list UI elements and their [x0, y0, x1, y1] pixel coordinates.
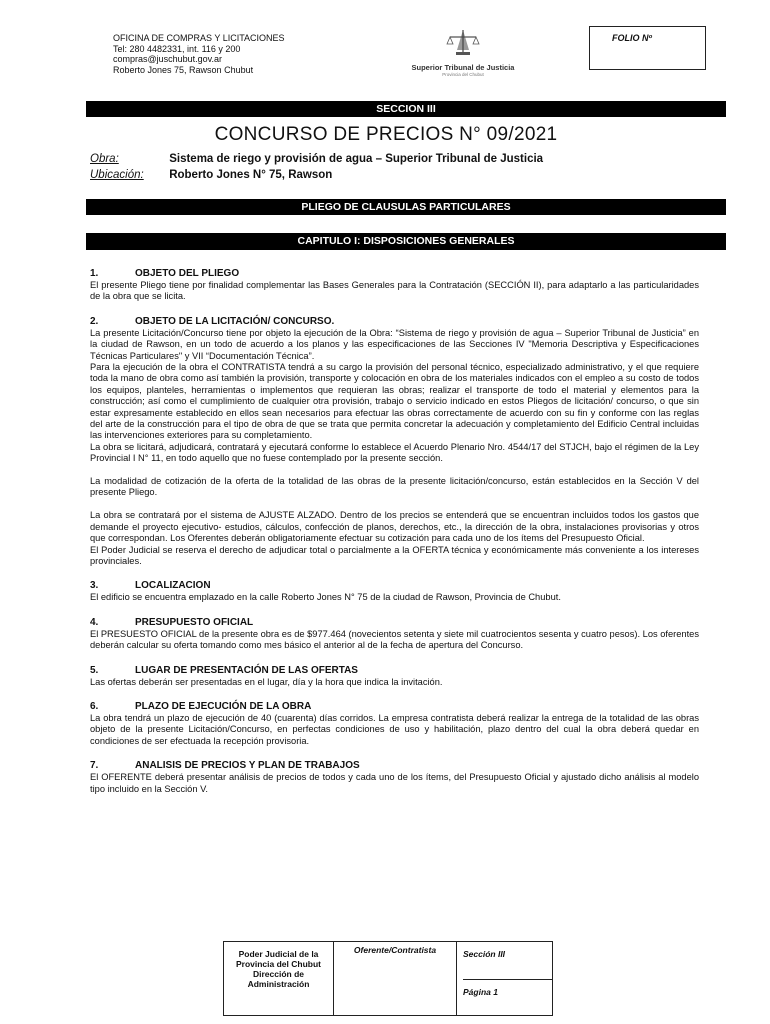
section-paragraph: Las ofertas deberán ser presentadas en el lugar, día y la hora que indica la invitación. [90, 676, 443, 687]
section-paragraph: La modalidad de cotización de la oferta de la totalidad de las obras de la presente licitación/concurso, están establecidos en la Sección V del presente Pliego. [90, 476, 699, 498]
pliego-bar: PLIEGO DE CLAUSULAS PARTICULARES [86, 199, 726, 215]
section-number: 5. [90, 664, 99, 676]
document-body [90, 268, 699, 795]
section-number: 7. [90, 760, 99, 772]
section-paragraph: El edificio se encuentra emplazado en la calle Roberto Jones N° 75 de la ciudad de Rawson, Provincia de Chubut. [90, 592, 561, 603]
section-heading [90, 760, 699, 772]
section-heading [90, 316, 699, 328]
section-heading [90, 617, 699, 629]
document-title: CONCURSO DE PRECIOS N° 09/2021 [214, 124, 558, 145]
footer-seccion: Sección III [463, 942, 552, 980]
obra-label: Obra: [90, 153, 119, 165]
section-number: 1. [90, 268, 99, 279]
folio-label: FOLIO Nº [612, 33, 652, 43]
office-line: compras@juschubut.gov.ar [113, 54, 223, 64]
section-number: 3. [90, 580, 99, 592]
paragraph-spacer [90, 465, 699, 476]
section-paragraph: Para la ejecución de la obra el CONTRATISTA tendrá a su cargo la provisión del personal técnico, especializado administrativo, y el que requiere toda la mano de obra como así también la provisión, transporte y colocación en obra de los materiales indicados con el empleo a su costo de todos los equipos, planteles, herramientas o implementos que requieran las obras; realizar el transporte de todo el material y elementos para la construcción; así como el cumplimiento de cualquier otra provisión, trabajo o servicio indicado en estos Pliegos de licitación/ concurso, o que sin estar expresamente establecido en ellos sean necesarios para efectuar las obras correctamente de acuerdo con su fin y conforme con las reglas del arte de la construcción para el tipo de obra de que se trata que permita concretar la adecuación y completamiento del Edificio Central incluidas las intervenciones exteriores para su completamiento. [90, 362, 699, 441]
work-details [90, 151, 543, 183]
capitulo-bar: CAPITULO I: DISPOSICIONES GENERALES [86, 233, 726, 250]
footer-issuer-line: Dirección de [252, 969, 305, 979]
section-title: LUGAR DE PRESENTACIÓN DE LAS OFERTAS [135, 664, 358, 676]
ubicacion-row [90, 167, 543, 183]
section-heading [90, 701, 699, 713]
logo-subtitle: Provincia del Chubut [442, 72, 484, 77]
footer-issuer-line: Provincia del Chubut [235, 959, 321, 969]
section-paragraph: La presente Licitación/Concurso tiene por objeto la ejecución de la Obra: “Sistema de riego y provisión de agua – Superior Tribunal de Justicia” en la ciudad de Rawson, en un todo de acuerdo a los planos y las especificaciones de las Secciones IV "Memoria Descriptiva y Especificaciones Técnicas Particulares" y VII “Documentación Técnica”. [90, 327, 699, 361]
section-paragraph: La obra tendrá un plazo de ejecución de 40 (cuarenta) días corridos. La empresa contratista deberá realizar la entrega de la totalidad de las obras objeto de la presente Licitación/Concurso, en perfectas condiciones de uso y habilitación, plazo dentro del cual la obra deberá quedar en condiciones de ser efectuada la recepción provisoria. [90, 712, 699, 746]
footer-issuer-line: Poder Judicial de la [238, 949, 319, 959]
office-line: Roberto Jones 75, Rawson Chubut [113, 64, 254, 75]
section-heading [90, 268, 699, 280]
section-number: 4. [90, 616, 99, 628]
section-title: ANALISIS DE PRECIOS Y PLAN DE TRABAJOS [135, 760, 360, 772]
section-title: OBJETO DE LA LICITACIÓN/ CONCURSO. [135, 315, 335, 327]
section-paragraph: El OFERENTE deberá presentar análisis de precios de todos y cada uno de los ítems, del Presupuesto Oficial y ajustado dicho análisis al modelo tipo incluido en la Sección V. [90, 772, 699, 794]
ubicacion-value: Roberto Jones N° 75, Rawson [169, 169, 333, 181]
office-line: Tel: 280 4482331, int. 116 y 200 [113, 43, 241, 54]
section-title: PLAZO DE EJECUCIÓN DE LA OBRA [135, 700, 312, 712]
ubicacion-label: Ubicación: [90, 169, 144, 181]
logo-title: Superior Tribunal de Justicia [411, 63, 515, 72]
section-title: PRESUPUESTO OFICIAL [135, 616, 254, 628]
footer-oferente: Oferente/Contratista [334, 942, 457, 1015]
footer-section-page [457, 942, 552, 1015]
scales-of-justice-icon [446, 28, 480, 56]
footer-table [223, 941, 553, 1016]
obra-row [90, 151, 543, 167]
folio-box [589, 26, 706, 70]
footer-issuer [224, 942, 334, 1015]
footer-issuer-line: Administración [247, 979, 310, 989]
section-paragraph: El PRESUESTO OFICIAL de la presente obra es de $977.464 (novecientos setenta y siete mil cuatrocientos sesenta y cuatro pesos). Los oferentes deberán calcular su oferta tomando como mes básico el anterior al de la fecha de apertura del Concurso. [90, 628, 699, 651]
paragraph-spacer [90, 499, 699, 510]
footer-pagina: Página 1 [463, 987, 498, 997]
court-logo [408, 28, 518, 78]
section-number: 2. [90, 315, 99, 327]
section-number: 6. [90, 700, 99, 712]
office-info [113, 33, 285, 75]
office-line: OFICINA DE COMPRAS Y LICITACIONES [113, 33, 285, 43]
section-bar: SECCION III [86, 101, 726, 117]
obra-value: Sistema de riego y provisión de agua – Superior Tribunal de Justicia [169, 153, 544, 165]
section-heading [90, 580, 699, 592]
section-paragraph: El presente Pliego tiene por finalidad complementar las Bases Generales para la Contratación (SECCIÓN II), para adaptarlo a las particularidades de la obra que se licita. [90, 280, 699, 302]
section-title: LOCALIZACION [135, 580, 211, 592]
section-heading [90, 665, 699, 677]
section-paragraph: La obra se contratará por el sistema de AJUSTE ALZADO. Dentro de los precios se entenderá que se encuentran incluidos todos los gastos que demande el proyecto ejecutivo- estudios, cálculos, confección de planos, derechos, etc., la dirección de la obra, instalaciones provisorias y otros que correspondan. Los Oferentes deberán obligatoriamente efectuar su cotización para cada uno de los ítems del Presupuesto Oficial. [90, 510, 699, 544]
section-paragraph: El Poder Judicial se reserva el derecho de adjudicar total o parcialmente a la OFERTA técnica y económicamente más conveniente a los intereses provinciales. [90, 544, 699, 566]
section-title: OBJETO DEL PLIEGO [135, 268, 240, 279]
section-paragraph: La obra se licitará, adjudicará, contratará y ejecutará conforme lo establece el Acuerdo Plenario Nro. 4544/17 del STJCH, bajo el régimen de la Ley Provincial I N° 11, en todo aquello que no fuese contemplado por la presente sección. [90, 441, 699, 464]
